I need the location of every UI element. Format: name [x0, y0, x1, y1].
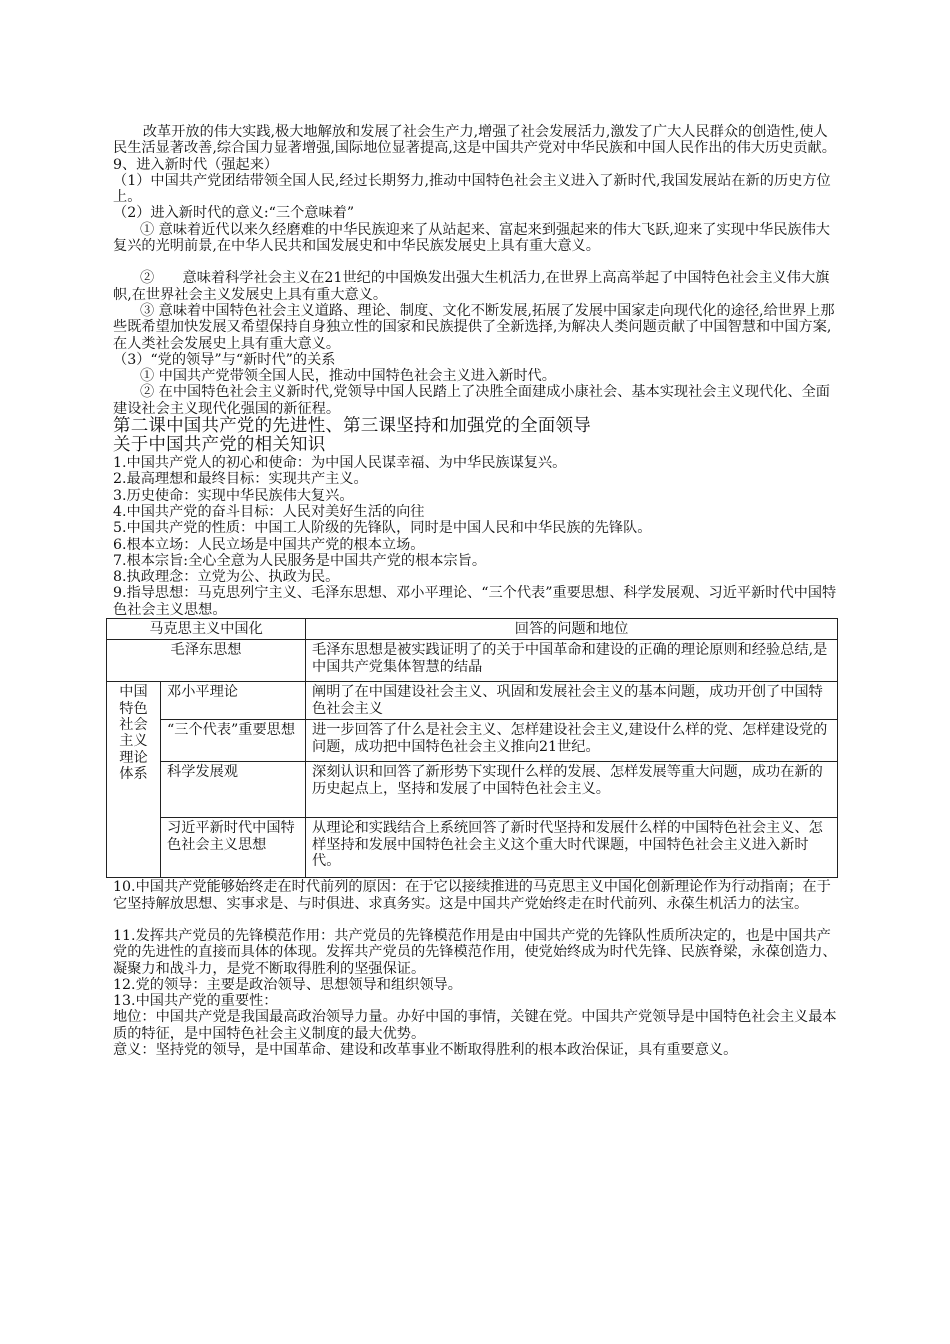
section-9-title: 9、进入新时代（强起来）: [113, 156, 279, 173]
relation-item-2: ② 在中国特色社会主义新时代,党领导中国人民踏上了决胜全面建成小康社会、基本实现社会主义现代化、全面建设社会主义现代化强国的新征程。: [113, 384, 830, 417]
theory-desc-cell: 阐明了在中国建设社会主义、巩固和发展社会主义的基本问题，成功开创了中国特色社会主义: [306, 682, 838, 720]
table-row: [107, 818, 838, 878]
paragraph-10: 10.中国共产党能够始终走在时代前列的原因：在于它以接续推进的马克思主义中国化创新理论作为行动指南；在于它坚持解放思想、实事求是、与时俱进、求真务实。这是中国共产党始终走在时代前列、永葆生机活力的法宝。: [113, 879, 831, 912]
table-row: [107, 720, 838, 762]
section-9-part-1: （1）中国共产党团结带领全国人民,经过长期努力,推动中国特色社会主义进入了新时代,我国发展站在新的历史方位上。: [113, 172, 831, 206]
spacer: [113, 254, 838, 270]
knowledge-item: 5.中国共产党的性质：中国工人阶级的先锋队，同时是中国人民和中华民族的先锋队。: [113, 520, 652, 537]
knowledge-item: 6.根本立场：人民立场是中国共产党的根本立场。: [113, 536, 425, 553]
meaning-item-3: ③ 意味着中国特色社会主义道路、理论、制度、文化不断发展,拓展了发展中国家走向现代化的途径,给世界上那些既希望加快发展又希望保持自身独立性的国家和民族提供了全新选择,为解决人类问题贡献了中国智慧和中国方案,在人类社会发展史上具有重大意义。: [113, 302, 835, 352]
theory-system-cell: 中国特色社会主义理论体系: [107, 682, 161, 878]
document-page: [113, 124, 838, 1058]
knowledge-item: 2.最高理想和最终目标：实现共产主义。: [113, 471, 368, 488]
table-header-left: 马克思主义中国化: [107, 619, 306, 640]
knowledge-item: 9.指导思想：马克思列宁主义、毛泽东思想、邓小平理论、“三个代表”重要思想、科学发展观、习近平新时代中国特色社会主义思想。: [113, 585, 837, 618]
table-row: [107, 762, 838, 818]
theory-name-cell: 习近平新时代中国特色社会主义思想: [161, 818, 306, 878]
sinicization-table: [106, 618, 838, 878]
theory-name-cell: 科学发展观: [161, 762, 306, 818]
lesson-heading: 第二课中国共产党的先进性、第三课坚持和加强党的全面领导: [113, 416, 591, 437]
theory-name-cell: 邓小平理论: [161, 682, 306, 720]
reform-paragraph: 改革开放的伟大实践,极大地解放和发展了社会生产力,增强了社会发展活力,激发了广大人民群众的创造性,使人民生活显著改善,综合国力显著增强,国际地位显著提高,这是中国共产党对中华民族和中国人民作出的伟大历史贡献。: [113, 124, 836, 157]
knowledge-item: 1.中国共产党人的初心和使命：为中国人民谋幸福、为中华民族谋复兴。: [113, 455, 567, 472]
table-row: [107, 640, 838, 682]
paragraph-11: 11.发挥共产党员的先锋模范作用：共产党员的先锋模范作用是由中国共产党的先锋队性质所决定的，也是中国共产党的先进性的直接而具体的体现。发挥共产党员的先锋模范作用，使党始终成为时代先锋、民族脊梁，永葆创造力、凝聚力和战斗力，是党不断取得胜利的坚强保证。: [113, 927, 837, 977]
paragraph-12: 12.党的领导：主要是政治领导、思想领导和组织领导。: [113, 976, 462, 993]
knowledge-item: 7.根本宗旨:全心全意为人民服务是中国共产党的根本宗旨。: [113, 552, 487, 569]
section-9-part-3-title: （3）“党的领导”与“新时代”的关系: [113, 351, 336, 368]
knowledge-item: 8.执政理念：立党为公、执政为民。: [113, 569, 340, 586]
section-9-part-2-title: （2）进入新时代的意义:“三个意味着”: [113, 205, 355, 222]
knowledge-item: 3.历史使命：实现中华民族伟大复兴。: [113, 487, 354, 504]
meaning-item-2: ② 意味着科学社会主义在21世纪的中国焕发出强大生机活力,在世界上高高举起了中国特色社会主义伟大旗帜,在世界社会主义发展史上具有重大意义。: [113, 270, 830, 303]
table-header-right: 回答的问题和地位: [306, 619, 838, 640]
mao-thought-desc: 毛泽东思想是被实践证明了的关于中国革命和建设的正确的理论原则和经验总结,是中国共产党集体智慧的结晶: [306, 640, 838, 682]
meaning-item-1: ① 意味着近代以来久经磨难的中华民族迎来了从站起来、富起来到强起来的伟大飞跃,迎来了实现中华民族伟大复兴的光明前景,在中华人民共和国发展史和中华民族发展史上具有重大意义。: [113, 221, 830, 255]
table-header-row: [107, 619, 838, 640]
theory-desc-cell: 深刻认识和回答了新形势下实现什么样的发展、怎样发展等重大问题，成功在新的历史起点上，坚持和发展了中国特色社会主义。: [306, 762, 838, 818]
paragraph-13-position: 地位：中国共产党是我国最高政治领导力量。办好中国的事情，关键在党。中国共产党领导是中国特色社会主义最本质的特征，是中国特色社会主义制度的最大优势。: [113, 1009, 837, 1042]
theory-name-cell: “三个代表”重要思想: [161, 720, 306, 762]
lesson-subheading: 关于中国共产党的相关知识: [113, 435, 326, 456]
table-row: [107, 682, 838, 720]
theory-desc-cell: 从理论和实践结合上系统回答了新时代坚持和发展什么样的中国特色社会主义、怎样坚持和发展中国特色社会主义这个重大时代课题，中国特色社会主义进入新时代。: [306, 818, 838, 878]
mao-thought-cell: 毛泽东思想: [107, 640, 306, 682]
paragraph-13-title: 13.中国共产党的重要性：: [113, 993, 278, 1010]
spacer: [113, 912, 838, 928]
knowledge-item: 4.中国共产党的奋斗目标：人民对美好生活的向往: [113, 503, 425, 520]
paragraph-13-meaning: 意义：坚持党的领导，是中国革命、建设和改革事业不断取得胜利的根本政治保证，具有重要意义。: [113, 1041, 738, 1058]
relation-item-1: ① 中国共产党带领全国人民，推动中国特色社会主义进入新时代。: [139, 368, 556, 385]
theory-desc-cell: 进一步回答了什么是社会主义、怎样建设社会主义,建设什么样的党、怎样建设党的问题，成功把中国特色社会主义推向21世纪。: [306, 720, 838, 762]
